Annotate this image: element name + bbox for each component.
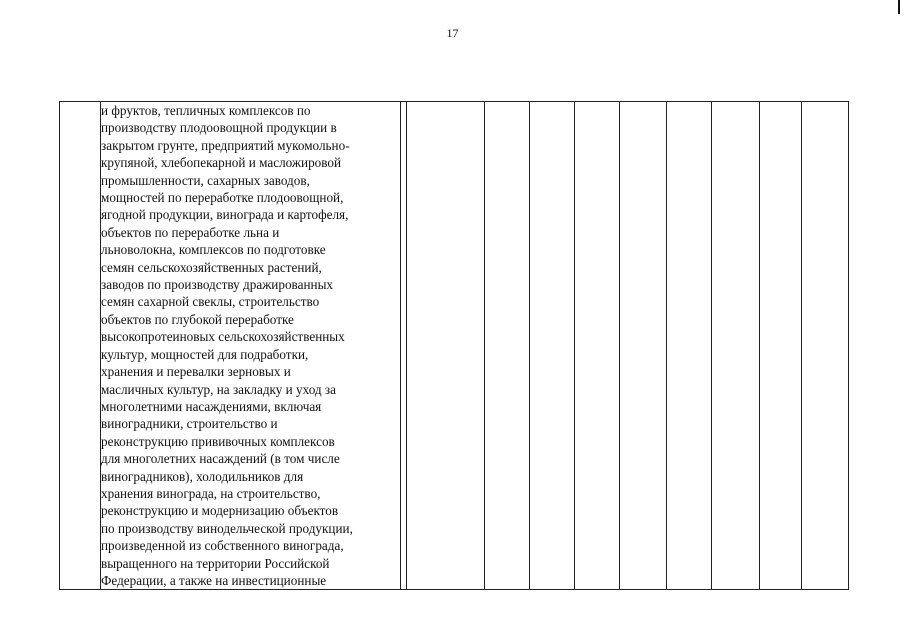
empty-cell bbox=[485, 102, 530, 590]
description-line: ягодной продукции, винограда и картофеля, bbox=[101, 207, 349, 223]
empty-cell bbox=[760, 102, 802, 590]
row-number-cell bbox=[60, 102, 101, 590]
empty-cell bbox=[620, 102, 667, 590]
description-line: выращенного на территории Российской bbox=[101, 555, 330, 571]
description-line: крупяной, хлебопекарной и масложировой bbox=[101, 155, 342, 171]
description-line: многолетними насаждениями, включая bbox=[101, 398, 322, 414]
description-line: производству плодоовощной продукции в bbox=[101, 120, 337, 136]
page-number: 17 bbox=[446, 26, 459, 40]
description-line: культур, мощностей для подработки, bbox=[101, 346, 309, 362]
empty-cell bbox=[407, 102, 485, 590]
description-line: закрытом грунте, предприятий мукомольно- bbox=[101, 137, 350, 153]
data-table bbox=[59, 101, 849, 590]
description-line: промышленности, сахарных заводов, bbox=[101, 172, 310, 188]
description-line: виноградников), холодильников для bbox=[101, 468, 304, 484]
description-line: высокопротеиновых сельскохозяйственных bbox=[101, 329, 345, 345]
scan-edge-mark bbox=[898, 0, 900, 14]
description-line: виноградники, строительство и bbox=[101, 416, 278, 432]
description-line: объектов по глубокой переработке bbox=[101, 311, 294, 327]
empty-cell bbox=[575, 102, 620, 590]
table-row bbox=[60, 102, 849, 590]
description-line: для многолетних насаждений (в том числе bbox=[101, 451, 340, 467]
empty-cell bbox=[530, 102, 575, 590]
description-line: по производству винодельческой продукции, bbox=[101, 520, 353, 536]
description-cell bbox=[101, 102, 401, 590]
empty-cell bbox=[712, 102, 760, 590]
description-line: реконструкцию прививочных комплексов bbox=[101, 433, 335, 449]
empty-cell bbox=[802, 102, 849, 590]
description-line: Федерации, а также на инвестиционные bbox=[101, 572, 327, 588]
description-line: мощностей по переработке плодоовощной, bbox=[101, 190, 344, 206]
description-line: хранения и перевалки зерновых и bbox=[101, 364, 291, 380]
description-line: семян сельскохозяйственных растений, bbox=[101, 259, 322, 275]
description-line: реконструкцию и модернизацию объектов bbox=[101, 503, 339, 519]
description-line: семян сахарной свеклы, строительство bbox=[101, 294, 320, 310]
description-line: заводов по производству дражированных bbox=[101, 277, 334, 293]
description-line: произведенной из собственного винограда, bbox=[101, 538, 344, 554]
description-line: хранения винограда, на строительство, bbox=[101, 485, 321, 501]
description-line: льноволокна, комплексов по подготовке bbox=[101, 242, 326, 258]
description-line: масличных культур, на закладку и уход за bbox=[101, 381, 336, 397]
empty-cell bbox=[667, 102, 712, 590]
description-line: и фруктов, тепличных комплексов по bbox=[101, 103, 311, 118]
description-line: объектов по переработке льна и bbox=[101, 224, 280, 240]
